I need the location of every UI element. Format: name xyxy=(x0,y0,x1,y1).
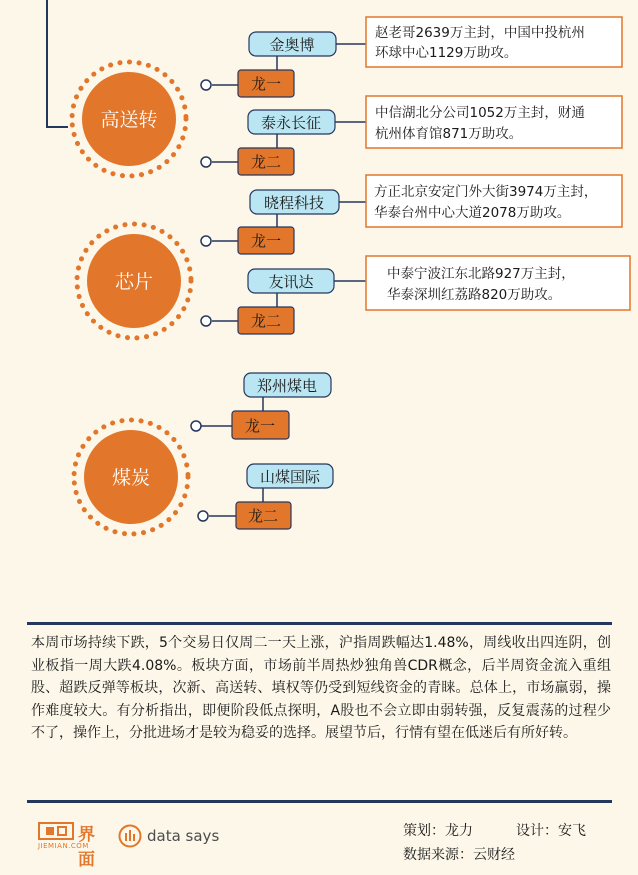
note-line: 华泰深圳红荔路820万助攻。 xyxy=(387,287,562,303)
rank-label: 龙二 xyxy=(250,153,282,171)
logo-subtext: JIEMIAN.COM xyxy=(38,842,89,850)
rank-label: 龙一 xyxy=(250,75,282,93)
node-dot xyxy=(201,316,211,326)
note-line: 华泰台州中心大道2078万助攻。 xyxy=(374,205,571,221)
stock-label: 山煤国际 xyxy=(259,468,321,486)
rank-label: 龙一 xyxy=(250,232,282,250)
node-dot xyxy=(191,421,201,431)
design-credit: 设计：安飞 xyxy=(516,823,586,839)
summary-paragraph: 本周市场持续下跌，5个交易日仅周二一天上涨，沪指周跌幅达1.48%，周线收出四连阴，创业板指一周大跌4.08%。板块方面，市场前半周热炒独角兽CDR概念，后半周资金流入重组股、超跌反弹等板块，次新、高送转、填权等仍受到短线资金的青睐。总体上，市场羸弱，操作难度较大。有分析指出，即便阶段低点探明，A股也不会立即由弱转强，反复震荡的过程少不了，操作上，分批进场才是较为稳妥的选择。展望节后，行情有望在低迷后有所好转。 xyxy=(31,635,611,741)
stock-label: 晓程科技 xyxy=(263,194,325,212)
note-line: 中泰宁波江东北路927万主封， xyxy=(387,266,575,282)
sector-group xyxy=(77,175,630,338)
stock-label: 郑州煤电 xyxy=(256,377,318,395)
sector-group xyxy=(74,373,333,534)
note-line: 环球中心1129万助攻。 xyxy=(375,45,518,61)
node-dot xyxy=(201,157,211,167)
sector-group xyxy=(72,17,622,176)
data-source-credit: 数据来源：云财经 xyxy=(403,847,515,863)
rank-label: 龙二 xyxy=(250,312,282,330)
note-line: 杭州体育馆871万助攻。 xyxy=(375,126,523,142)
sector-label: 高送转 xyxy=(100,109,158,131)
stock-label: 泰永长征 xyxy=(260,114,322,132)
logo-text: 界面 xyxy=(78,825,95,870)
note-line: 方正北京安定门外大街3974万主封， xyxy=(374,184,598,200)
top-rule xyxy=(27,622,612,625)
rank-label: 龙一 xyxy=(244,417,276,435)
datasays-text: data says xyxy=(147,827,220,845)
datasays-logo-icon xyxy=(118,824,142,848)
rank-label: 龙二 xyxy=(247,507,279,525)
sector-label: 煤炭 xyxy=(111,467,151,489)
note-line: 中信湖北分公司1052万主封，财通 xyxy=(375,105,585,121)
sector-label: 芯片 xyxy=(114,271,154,293)
jiemian-logo-icon xyxy=(38,822,74,840)
bottom-rule xyxy=(27,800,612,803)
node-dot xyxy=(201,236,211,246)
node-dot xyxy=(201,80,211,90)
note-line: 赵老哥2639万主封，中国中投杭州 xyxy=(375,25,585,41)
node-dot xyxy=(198,511,208,521)
planning-credit: 策划：龙力 xyxy=(403,823,473,839)
top-connector xyxy=(47,0,68,127)
stock-label: 友讯达 xyxy=(268,273,314,291)
stock-label: 金奥博 xyxy=(269,36,315,54)
